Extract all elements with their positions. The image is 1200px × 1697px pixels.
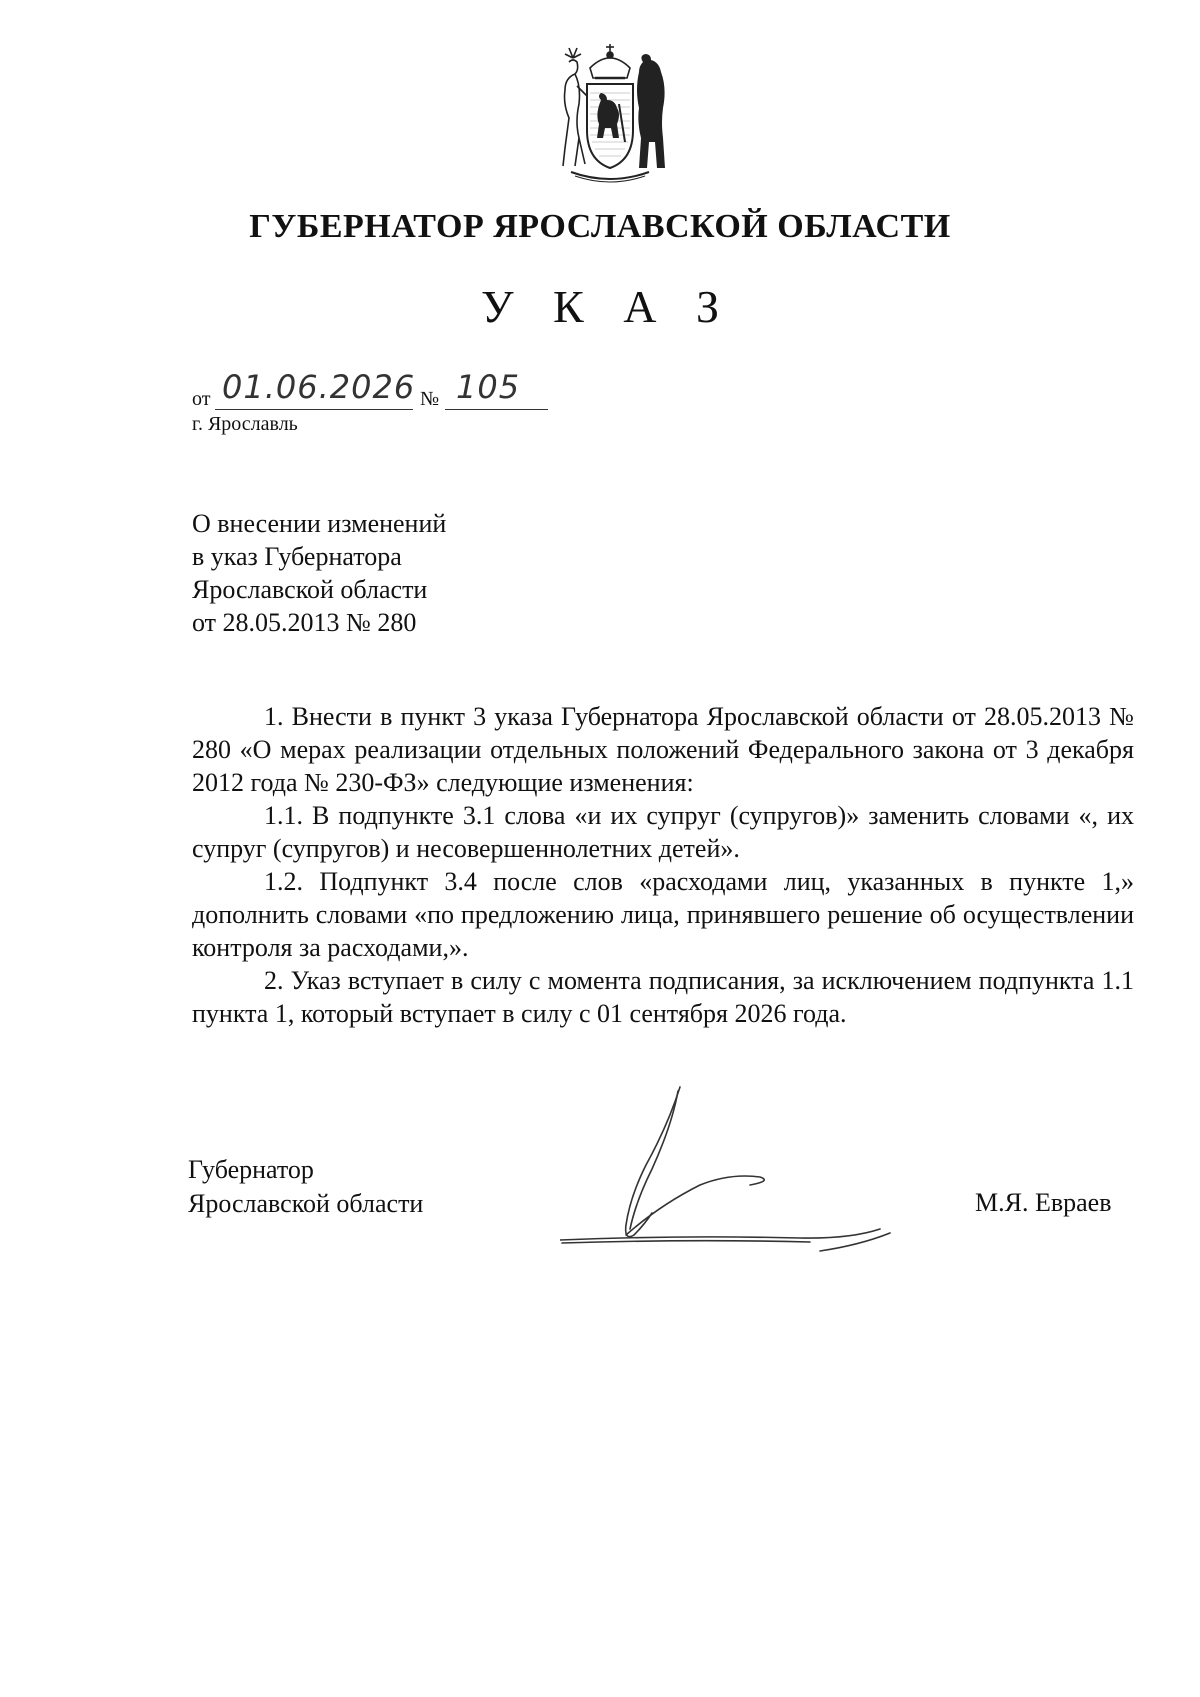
date-underline [215,409,413,410]
handwritten-signature-icon [560,1085,940,1260]
date-value: 01.06.2026 [222,368,416,406]
date-prefix: от [192,388,211,410]
coat-of-arms-icon [535,38,685,188]
number-prefix: № [420,388,440,410]
paragraph-1-1: 1.1. В подпункте 3.1 слова «и их супруг (супругов)» заменить словами «, их супруг (супругов) и несовершеннолетних детей». [192,801,1134,863]
signer-position-line: Ярославской области [188,1189,424,1218]
paragraph-1: 1. Внести в пункт 3 указа Губернатора Ярославской области от 28.05.2013 № 280 «О мерах реализации отдельных положений Федерального закона от 3 декабря 2012 года № 230-ФЗ» следующие изменения: [192,702,1134,797]
document-type-heading: У К А З [480,281,733,332]
signer-name: М.Я. Евраев [975,1188,1112,1217]
issuing-authority-heading: ГУБЕРНАТОР ЯРОСЛАВСКОЙ ОБЛАСТИ [249,208,951,245]
signer-position-line: Губернатор [188,1155,314,1184]
number-value: 105 [456,368,521,406]
subject-line: в указ Губернатора [192,542,402,571]
document-body [192,700,1134,1030]
signer-position [188,1153,423,1221]
subject-line: Ярославской области [192,575,428,604]
number-underline [445,409,548,410]
paragraph-1-2: 1.2. Подпункт 3.4 после слов «расходами лиц, указанных в пункте 1,» дополнить словами «по предложению лица, принявшего решение об осуществлении контроля за расходами,». [192,867,1134,962]
document-subject [192,507,446,639]
paragraph-2: 2. Указ вступает в силу с момента подписания, за исключением подпункта 1.1 пункта 1, который вступает в силу с 01 сентября 2026 года. [192,966,1134,1028]
place-of-issue: г. Ярославль [192,413,298,435]
subject-line: от 28.05.2013 № 280 [192,608,417,637]
subject-line: О внесении изменений [192,509,447,538]
